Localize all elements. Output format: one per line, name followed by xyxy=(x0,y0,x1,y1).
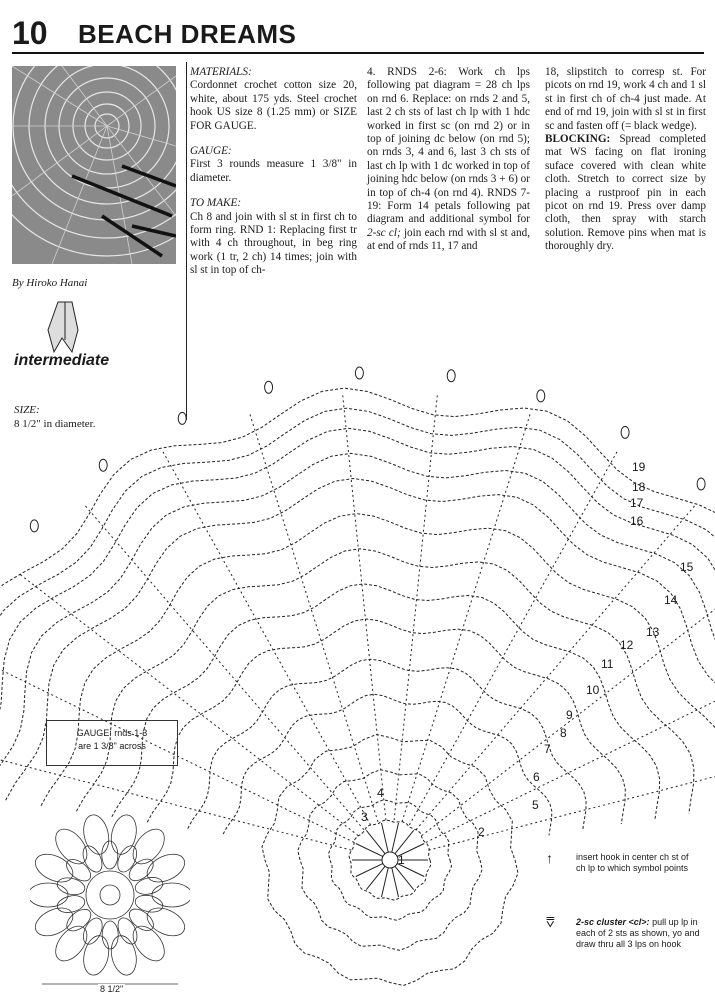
byline: By Hiroko Hanai xyxy=(12,277,88,289)
chart-petal-spoke xyxy=(342,392,386,820)
chart-petal-spoke xyxy=(394,392,438,820)
round-label: 1 xyxy=(398,853,405,867)
chart-round-line xyxy=(298,770,482,951)
chart-picot xyxy=(697,478,705,490)
round-label: 19 xyxy=(632,460,646,474)
mini-petal-inner xyxy=(80,915,106,947)
chart-center-stitch xyxy=(382,823,389,852)
gauge-text: First 3 rounds measure 1 3/8" in diameter. xyxy=(190,158,357,184)
round-label: 8 xyxy=(560,726,567,740)
round-label: 3 xyxy=(361,810,368,824)
materials-text: Cordonnet crochet cotton size 20, white, about 175 yds. Steel crochet hook US size 8 (1.25 mm) or SIZE FOR GAUGE. xyxy=(190,79,357,132)
to-make-heading: TO MAKE: xyxy=(190,197,242,210)
round-label: 7 xyxy=(544,742,551,756)
chart-center-stitch xyxy=(392,868,399,897)
chart-picot xyxy=(447,370,455,382)
diameter-label: 8 1/2" xyxy=(100,984,124,994)
round-label: 15 xyxy=(680,560,694,574)
round-label: 5 xyxy=(532,798,539,812)
round-label: 4 xyxy=(377,786,384,800)
cluster-ref: 2-sc cl; xyxy=(367,226,401,239)
round-label: 9 xyxy=(566,708,573,722)
skill-level: intermediate xyxy=(14,352,110,369)
legend-insert: insert hook in center ch st of ch lp to which symbol points xyxy=(576,852,689,873)
size-value: 8 1/2" in diameter. xyxy=(14,418,96,430)
gauge-box xyxy=(46,720,178,766)
to-make-text: Ch 8 and join with sl st in first ch to form ring. RND 1: Replacing first tr with 4 ch throughout, in beg ring work (1 tr, 2 ch) 14 times; join with sl st in top of ch- xyxy=(190,210,357,277)
chart-petal-spoke xyxy=(416,504,696,830)
mini-petal-inner xyxy=(102,841,118,869)
round-label: 16 xyxy=(630,514,644,528)
round-label: 17 xyxy=(630,496,644,510)
materials-heading: MATERIALS: xyxy=(190,66,252,78)
size-label: SIZE: xyxy=(14,404,40,416)
chart-center-stitch xyxy=(392,823,399,852)
chart-picot xyxy=(99,459,107,471)
cluster-text: pull up lp in each of 2 sts as shown, yo and draw thru all 3 lps on hook xyxy=(576,917,700,949)
gauge-box-line2: are 1 3/8" across xyxy=(78,741,146,751)
chart-round-line xyxy=(188,659,586,830)
round-label: 14 xyxy=(664,593,678,607)
chart-petal-spoke xyxy=(409,449,618,825)
round-label: 18 xyxy=(632,480,646,494)
gauge-box-line1: GAUGE: rnds 1-3 xyxy=(76,728,148,738)
mini-petal-inner xyxy=(102,921,118,949)
pattern-number: 10 xyxy=(12,15,48,51)
mini-petal-outer xyxy=(143,849,189,888)
cluster-icon: ⩢ xyxy=(546,916,555,931)
chart-petal-spoke xyxy=(402,412,531,822)
mini-petal-inner xyxy=(114,843,140,875)
chart-petal-spoke xyxy=(422,573,715,836)
chart-picot xyxy=(178,412,186,424)
chart-picot xyxy=(265,381,273,393)
chart-round-line xyxy=(223,694,552,835)
mini-petal-outer xyxy=(152,883,190,907)
legend-cluster xyxy=(576,917,706,950)
chart-round-line xyxy=(112,584,660,819)
insert-hook-icon: ↑ xyxy=(546,852,553,867)
rounds-text-2: join each rnd with sl st and, at end of rnds 11, 17 and xyxy=(367,226,530,253)
round-label: 13 xyxy=(646,625,660,639)
mini-flower-diagram xyxy=(30,800,190,990)
mini-petal-outer xyxy=(31,849,77,888)
rounds-text: 4. RNDS 2-6: Work ch lps following pat diagram = 28 ch lps on rnd 6. Replace: on rnds 2 and 5, last 2 ch sts of last ch lp with 1 hdc worked in first sc (on rnd 2) or in top of joining dc below (on rnd 5); on rnds 3, 4 and 6, last 3 ch sts of last ch lp with 1 dc worked in top of joining hdc below (on rnds 3 + 6) or in top of ch-4 (on rnd 4). RNDS 7-19: Form 14 petals following pat diagram and additional symbol for xyxy=(367,66,530,226)
chart-petal-spoke xyxy=(249,412,378,822)
chart-petal-spoke xyxy=(429,743,715,850)
chart-picot xyxy=(537,390,545,402)
round-label: 2 xyxy=(478,825,485,839)
mini-petal-outer xyxy=(30,883,68,907)
mini-petal-outer xyxy=(31,902,77,941)
chart-picot xyxy=(30,520,38,532)
pattern-title: BEACH DREAMS xyxy=(78,19,297,49)
round-label: 10 xyxy=(586,683,600,697)
chart-round-line xyxy=(147,619,625,824)
chart-center-stitch xyxy=(382,868,389,897)
chart-center-ring xyxy=(382,852,398,868)
round-label: 6 xyxy=(533,770,540,784)
cluster-title: 2-sc cluster <cl>: xyxy=(576,917,650,927)
mini-petal-outer xyxy=(143,902,189,941)
chart-petal-spoke xyxy=(84,504,364,830)
chart-picot xyxy=(355,367,363,379)
chart-petal-spoke xyxy=(162,449,371,825)
gauge-heading: GAUGE: xyxy=(190,145,232,158)
finish-text: 18, slipstitch to corresp st. For picots on rnd 19, work 4 ch and 1 sl st in first ch of ch-4 just made. At end of rnd 19, join with sl st in first sc and fasten off (= black wedge). xyxy=(545,66,706,132)
chart-round-line xyxy=(329,800,452,920)
round-label: 11 xyxy=(601,657,614,671)
chart-picot xyxy=(621,426,629,438)
mini-center-inner xyxy=(100,885,120,905)
blocking-heading: BLOCKING: xyxy=(545,133,611,146)
mini-center-outer xyxy=(86,871,134,919)
round-label: 12 xyxy=(620,638,634,652)
blocking-text: Spread completed mat WS facing on flat ironing suface covered with clean white cloth. Stretch to correct size by placing a rustproof pin in each picot on rnd 19. Press over damp cloth, then spray with starch solution. Remove pins when mat is thoroughly dry. xyxy=(545,133,706,253)
chart-petal-spoke xyxy=(18,573,358,836)
